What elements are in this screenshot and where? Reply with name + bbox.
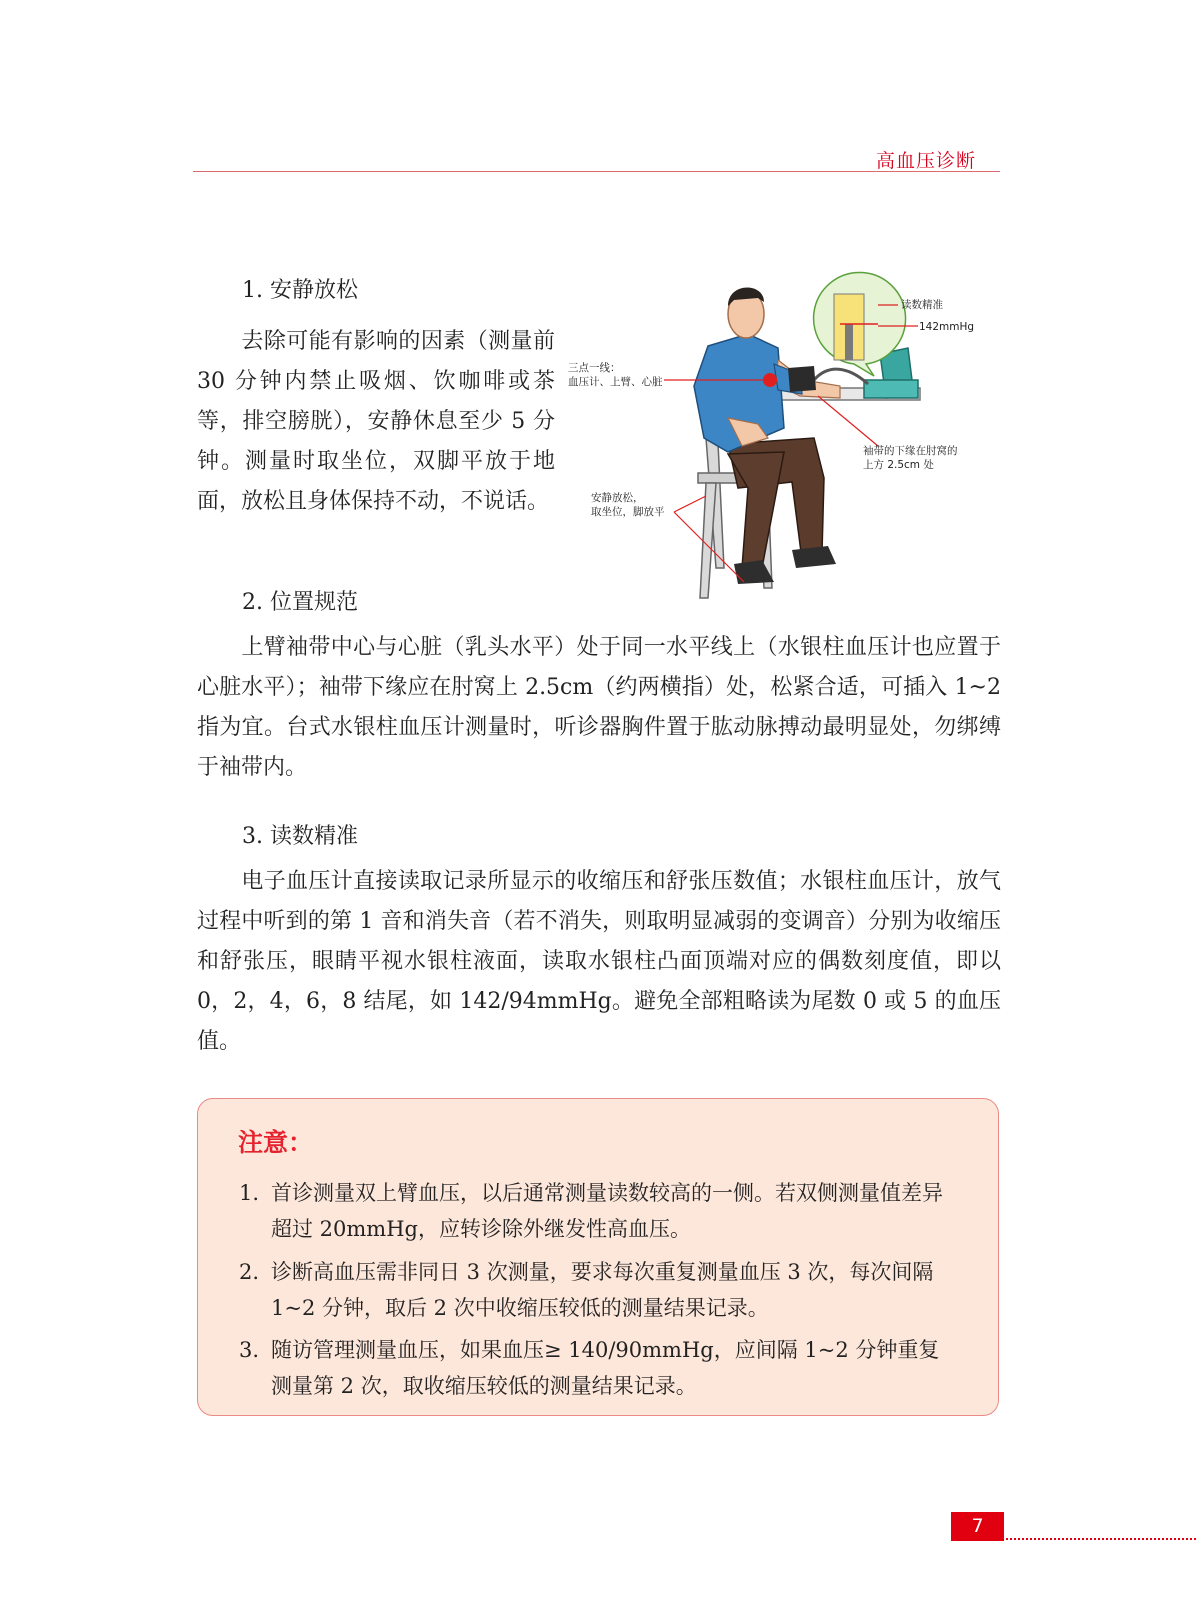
note-item-1 bbox=[239, 1175, 959, 1247]
section-3-heading: 3. 读数精准 bbox=[242, 824, 358, 849]
label-reading-accurate: 读数精准 bbox=[901, 299, 943, 311]
person-legs-graphic bbox=[728, 438, 836, 584]
note-item-2-text: 诊断高血压需非同日 3 次测量，要求每次重复测量血压 3 次，每次间隔 1~2 分钟，取后 2 次中收缩压较低的测量结果记录。 bbox=[271, 1260, 934, 1320]
note-item-1-text: 首诊测量双上臂血压，以后通常测量读数较高的一侧。若双侧测量值差异超过 20mmHg，应转诊除外继发性高血压。 bbox=[271, 1181, 943, 1241]
person-head-graphic bbox=[728, 287, 764, 338]
header-divider bbox=[193, 171, 1000, 172]
note-item-2 bbox=[239, 1254, 959, 1326]
note-item-1-number: 1. bbox=[239, 1181, 260, 1205]
bp-measurement-illustration bbox=[568, 268, 975, 614]
footer-dotted-line bbox=[1006, 1538, 1196, 1540]
section-3-body: 电子血压计直接读取记录所显示的收缩压和舒张压数值；水银柱血压计，放气过程中听到的第 1 音和消失音（若不消失，则取明显减弱的变调音）分别为收缩压和舒张压，眼睛平视水银柱液面，读取水银柱凸面顶端对应的偶数刻度值，即以 0，2，4，6，8 结尾，如 142/94mmHg。避免全部粗略读为尾数 0 或 5 的血压值。 bbox=[197, 869, 1001, 1054]
note-item-3 bbox=[239, 1332, 959, 1404]
section-1-body: 去除可能有影响的因素（测量前 30 分钟内禁止吸烟、饮咖啡或茶等，排空膀胱），安静休息至少 5 分钟。测量时取坐位，双脚平放于地面，放松且身体保持不动，不说话。 bbox=[197, 329, 555, 514]
label-reading-value: 142mmHg bbox=[919, 321, 975, 333]
section-1-heading: 1. 安静放松 bbox=[242, 278, 358, 303]
note-title: 注意： bbox=[238, 1128, 314, 1157]
label-cuff-line2: 上方 2.5cm 处 bbox=[863, 459, 934, 471]
note-item-3-text: 随访管理测量血压，如果血压≥ 140/90mmHg，应间隔 1~2 分钟重复测量第 2 次，取收缩压较低的测量结果记录。 bbox=[271, 1338, 940, 1398]
running-header-title: 高血压诊断 bbox=[875, 150, 976, 172]
section-2-body: 上臂袖带中心与心脏（乳头水平）处于同一水平线上（水银柱血压计也应置于心脏水平）；袖带下缘应在肘窝上 2.5cm（约两横指）处，松紧合适，可插入 1~2 指为宜。台式水银柱血压计测量时，听诊器胸件置于肱动脉搏动最明显处，勿绑缚于袖带内。 bbox=[197, 635, 1001, 780]
label-three-point-items: 血压计、上臂、心脏 bbox=[568, 376, 663, 388]
label-cuff-line1: 袖带的下缘在肘窝的 bbox=[863, 445, 958, 457]
note-item-2-number: 2. bbox=[239, 1260, 260, 1284]
section-2-heading: 2. 位置规范 bbox=[242, 590, 358, 615]
label-relax-line2: 取坐位，脚放平 bbox=[591, 506, 665, 518]
label-three-point-line: 三点一线： bbox=[568, 362, 621, 374]
illustration-graphic bbox=[578, 268, 962, 614]
label-relax-line1: 安静放松， bbox=[591, 492, 644, 504]
page-number: 7 bbox=[951, 1512, 1004, 1541]
person-torso-graphic bbox=[694, 334, 840, 452]
note-item-3-number: 3. bbox=[239, 1338, 260, 1362]
note-box bbox=[197, 1098, 999, 1416]
